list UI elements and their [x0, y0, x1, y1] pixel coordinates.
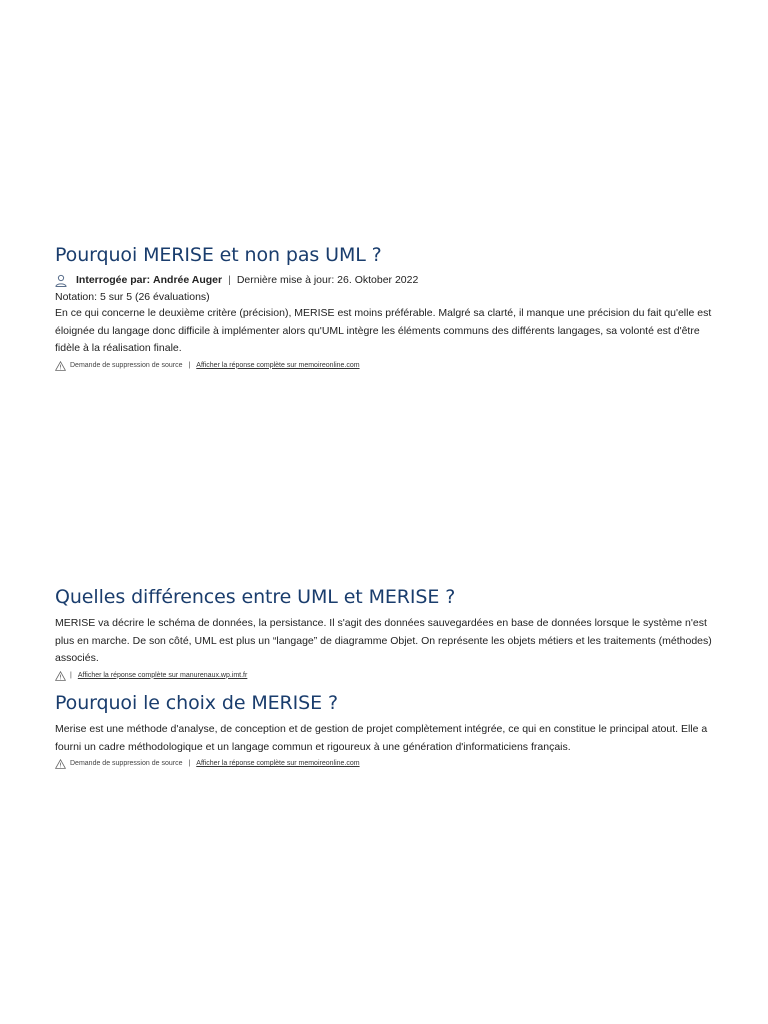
qa-item	[55, 691, 715, 769]
full-answer-link[interactable]: Afficher la réponse complète sur memoireonline.com	[196, 361, 360, 369]
qa-item	[55, 585, 715, 681]
meta-separator: |	[228, 274, 231, 286]
answer-text: MERISE va décrire le schéma de données, la persistance. Il s'agit des données sauvegardées en base de données lorsque le système n'est plus en marche. De son côté, UML est plus un “langage” de diagramme Objet. On représente les objets métiers et les traitements (méthodes) associés.	[55, 617, 712, 664]
source-removal-request-link[interactable]: Demande de suppression de source	[70, 760, 183, 767]
source-separator: |	[188, 760, 191, 767]
full-answer-link[interactable]: Afficher la réponse complète sur manurenaux.wp.imt.fr	[77, 671, 248, 679]
answer-text: Merise est une méthode d'analyse, de conception et de gestion de projet complètement intégrée, ce qui en constitue le principal atout. Elle a fourni un cadre méthodologique et un langage commun et rigoureux à une génération d'informaticiens français.	[55, 723, 708, 753]
warning-icon	[55, 759, 66, 769]
user-icon	[55, 274, 67, 287]
source-removal-request-link[interactable]: Demande de suppression de source	[70, 361, 183, 369]
warning-icon	[55, 361, 66, 371]
full-answer-link[interactable]: Afficher la réponse complète sur memoireonline.com	[196, 760, 360, 767]
source-row	[55, 671, 715, 681]
source-row	[55, 361, 715, 371]
author-label: Interrogée par:	[76, 274, 151, 286]
source-separator: |	[188, 361, 191, 369]
last-updated: Dernière mise à jour: 26. Oktober 2022	[236, 274, 419, 286]
qa-item	[55, 243, 715, 371]
answer-text: En ce qui concerne le deuxième critère (précision), MERISE est moins préférable. Malgré sa clarté, il manque une précision du fait qu'elle est éloignée du langage donc difficile à implémenter alors qu'UML intègre les éléments communs des différents langages, sa volonté est d'être fidèle à la réalisation finale.	[55, 307, 712, 354]
source-row	[55, 759, 715, 769]
question-title: Pourquoi MERISE et non pas UML ?	[55, 244, 382, 266]
rating-text: Notation: 5 sur 5 (26 évaluations)	[55, 291, 210, 303]
question-meta	[55, 273, 715, 287]
question-title: Pourquoi le choix de MERISE ?	[55, 692, 338, 714]
source-separator: |	[70, 671, 72, 679]
question-title: Quelles différences entre UML et MERISE ?	[55, 586, 456, 608]
warning-icon	[55, 671, 66, 681]
author-name: Andrée Auger	[153, 274, 223, 286]
